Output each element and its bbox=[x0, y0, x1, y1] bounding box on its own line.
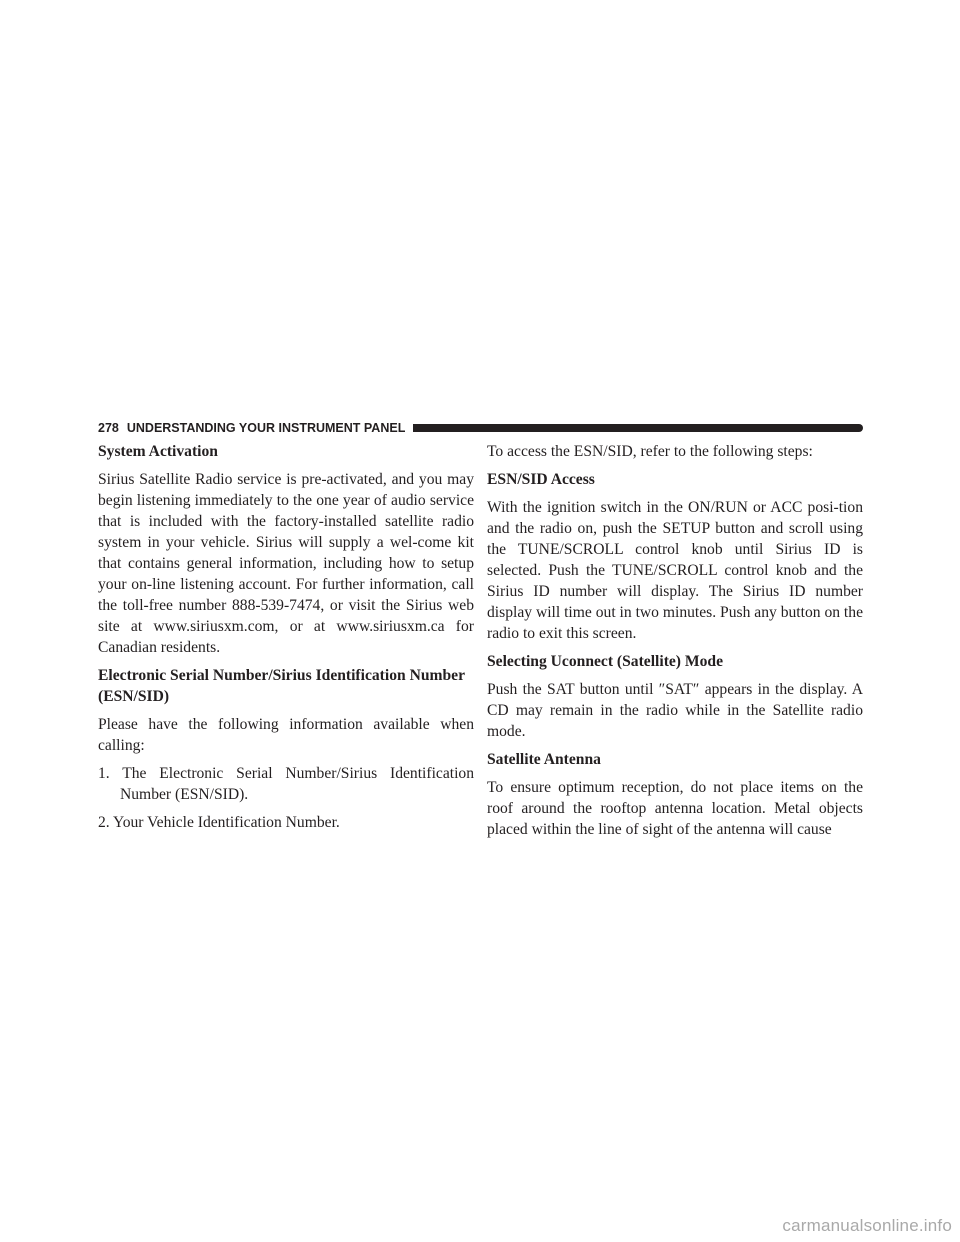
paragraph-esn-access: With the ignition switch in the ON/RUN or ACC posi-tion and the radio on, push the SETUP button and scroll using the TUNE/SCROLL control knob until Sirius ID is selected. Push the TUNE/SCROLL control knob and the Sirius ID number will display. The Sirius ID number display will time out in two minutes. Push any button on the radio to exit this screen. bbox=[487, 499, 863, 642]
paragraph-access-intro: To access the ESN/SID, refer to the following steps: bbox=[487, 443, 813, 460]
paragraph-esn-sid: Please have the following information available when calling: bbox=[98, 716, 474, 754]
paragraph-system-activation: Sirius Satellite Radio service is pre-activated, and you may begin listening immediately to the one year of audio service that is included with the factory-installed satellite radio system in your vehicle. Sirius will supply a wel-come kit that contains general information, including how to setup your on-line listening account. For further information, call the toll-free number 888-539-7474, or visit the Sirius web site at www.siriusxm.com, or at www.siriusxm.ca for Canadian residents. bbox=[98, 471, 474, 656]
paragraph-satellite-antenna: To ensure optimum reception, do not place items on the roof around the rooftop antenna location. Metal objects placed within the line of sight of the antenna will cause bbox=[487, 779, 863, 838]
section-title: UNDERSTANDING YOUR INSTRUMENT PANEL bbox=[126, 421, 406, 435]
list-item-esn: 1. The Electronic Serial Number/Sirius Identification Number (ESN/SID). bbox=[98, 765, 474, 803]
heading-satellite-antenna: Satellite Antenna bbox=[487, 751, 601, 768]
heading-system-activation: System Activation bbox=[98, 443, 218, 460]
watermark: carmanualsonline.info bbox=[782, 1216, 952, 1235]
right-column bbox=[487, 441, 863, 847]
left-column bbox=[98, 441, 474, 840]
list-item-vin: 2. Your Vehicle Identification Number. bbox=[98, 814, 340, 831]
paragraph-uconnect-mode: Push the SAT button until ″SAT″ appears in the display. A CD may remain in the radio while in the Satellite radio mode. bbox=[487, 681, 863, 740]
heading-esn-sid: Electronic Serial Number/Sirius Identification Number (ESN/SID) bbox=[98, 667, 465, 705]
header-rule bbox=[413, 424, 863, 432]
heading-uconnect-mode: Selecting Uconnect (Satellite) Mode bbox=[487, 653, 724, 670]
heading-esn-access: ESN/SID Access bbox=[487, 471, 595, 488]
page-number: 278 bbox=[98, 421, 119, 435]
page-header bbox=[98, 420, 863, 436]
